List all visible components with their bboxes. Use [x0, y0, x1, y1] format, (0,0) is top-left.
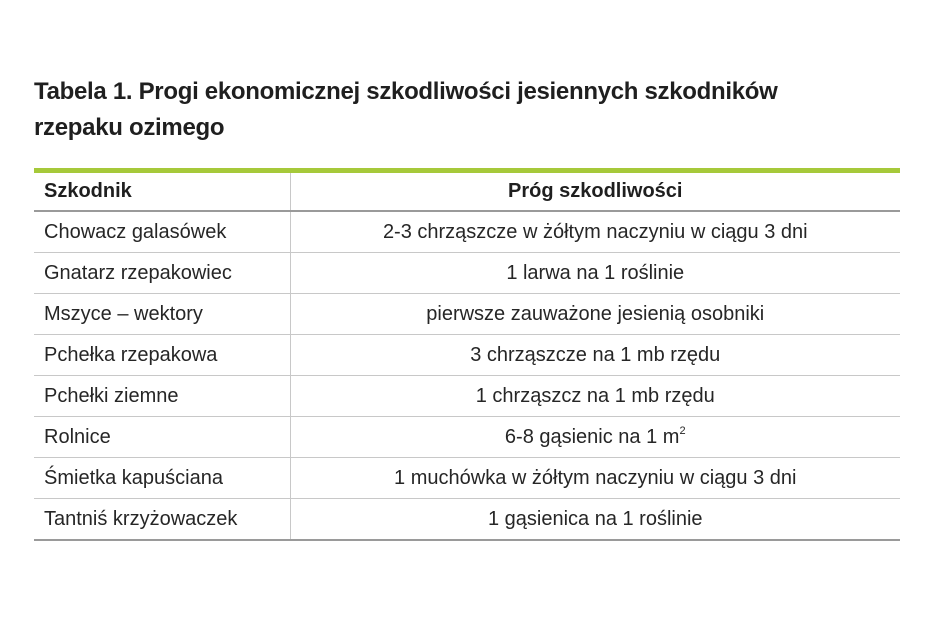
table-row: [34, 458, 900, 499]
threshold-value: 1 larwa na 1 roślinie: [290, 253, 900, 294]
table-header-row: [34, 171, 900, 212]
header-threshold: Próg szkodliwości: [290, 171, 900, 212]
pest-threshold-table-container: [34, 168, 900, 541]
table-title-line-1: Tabela 1. Progi ekonomicznej szkodliwości jesiennych szkodników: [34, 78, 778, 105]
table-row: [34, 376, 900, 417]
threshold-value: 2-3 chrząszcze w żółtym naczyniu w ciągu 3 dni: [290, 211, 900, 253]
pest-threshold-table: [34, 168, 900, 541]
threshold-value: 3 chrząszcze na 1 mb rzędu: [290, 335, 900, 376]
threshold-value: pierwsze zauważone jesienią osobniki: [290, 294, 900, 335]
table-row: [34, 253, 900, 294]
table-title: [34, 74, 904, 146]
threshold-value: [290, 417, 900, 458]
table-row: [34, 335, 900, 376]
threshold-text: 6-8 gąsienic na 1 m: [504, 425, 680, 448]
table-row: [34, 417, 900, 458]
pest-name: Rolnice: [34, 417, 290, 458]
pest-name: Gnatarz rzepakowiec: [34, 253, 290, 294]
superscript-exponent: 2: [679, 424, 686, 437]
table-row: [34, 499, 900, 541]
pest-name: Tantniś krzyżowaczek: [34, 499, 290, 541]
pest-name: Chowacz galasówek: [34, 211, 290, 253]
threshold-value: 1 gąsienica na 1 roślinie: [290, 499, 900, 541]
pest-name: Pchełka rzepakowa: [34, 335, 290, 376]
table-row: [34, 294, 900, 335]
table-title-line-2: rzepaku ozimego: [34, 114, 225, 141]
pest-name: Pchełki ziemne: [34, 376, 290, 417]
threshold-value: 1 chrząszcz na 1 mb rzędu: [290, 376, 900, 417]
pest-name: Śmietka kapuściana: [34, 458, 290, 499]
threshold-value: 1 muchówka w żółtym naczyniu w ciągu 3 dni: [290, 458, 900, 499]
table-row: [34, 211, 900, 253]
pest-name: Mszyce – wektory: [34, 294, 290, 335]
header-pest: Szkodnik: [34, 171, 290, 212]
